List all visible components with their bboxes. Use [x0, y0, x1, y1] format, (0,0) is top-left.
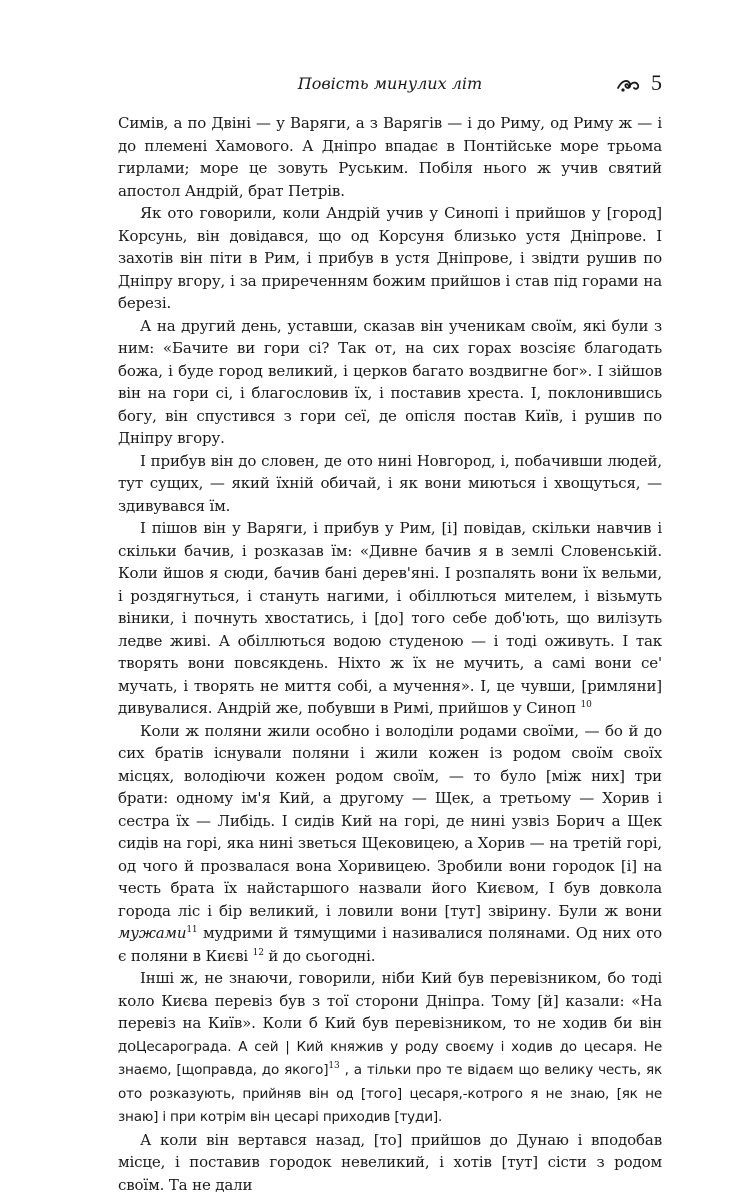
paragraph: Як ото говорили, коли Андрій учив у Синопі і прийшов у [город] Корсунь, він довідався, що од Корсуня близько устя Дніпрове. І захотів він піти в Рим, і прибув в устя Дніпрове, і звідти рушив по Дніпру вгору, і за приреченням божим прийшов і став під горами на березі.: [118, 202, 662, 315]
paragraph: А на другий день, уставши, сказав він ученикам своїм, які були з ним: «Бачите ви гори сі? Так от, на сих горах возсіяє благодать божа, і буде город великий, і церков багато воздвигне бог». І зійшов він на гори сі, і благословив їх, і поставив хреста. І, поклонившись богу, він спустився з гори сеї, де опісля постав Київ, і рушив по Дніпру вгору.: [118, 315, 662, 450]
page-number: 5: [651, 70, 662, 96]
paragraph-text-sans: , а тільки про те відаєм що велику честь, як ото розказують, прийняв він од [того] цесаря,-котрого я не знаю, [як не знаю] і при котрім він цесарі приходив [туди].: [118, 1062, 662, 1125]
paragraph-text: Інші ж, не знаючи, говорили, ніби Кий був перевізником, бо тоді коло Києва перевіз був з тої сторони Дніпра. Тому [й] казали: «На перевіз на Київ». Коли б Кий був перевізником, то не ходив би він до: [118, 969, 662, 1055]
paragraph: [118, 967, 662, 1129]
footnote-marker: 13: [328, 1061, 339, 1071]
paragraph: [118, 517, 662, 720]
main-text: [118, 112, 662, 1196]
paragraph-text: мудрими й тямущими і називалися полянами. Од них ото є поляни в Києві: [118, 924, 662, 965]
footnote-marker: 11: [186, 925, 197, 935]
footnote-marker: 12: [253, 948, 264, 958]
page-header: [118, 70, 662, 102]
paragraph-text: І пішов він у Варяги, і прибув у Рим, [і] повідав, скільки навчив і скільки бачив, і розказав їм: «Дивне бачив я в землі Словенській. Коли йшов я сюди, бачив бані дерев'яні. І розпалять вони їх вельми, і роздягнуться, і стануть нагими, і обіллються мителем, і візьмуть віники, і почнуть хвостатись, і [до] того себе доб'ють, що вилізуть ледве живі. А обіллються водою студеною — і тоді оживуть. І так творять вони повсякдень. Ніхто ж їх не мучить, а самі вони се' мучать, і творять не миття собі, а мучення». І, це чувши, [римляни] дивувалися. Андрій же, побувши в Римі, прийшов у Синоп: [118, 519, 662, 717]
italic-word: мужами: [118, 924, 186, 942]
paragraph: І прибув він до словен, де ото нині Новгород, і, побачивши людей, тут сущих, — який їхній обичай, і як вони миються і хвощуться, — здивувався їм.: [118, 450, 662, 518]
paragraph: Симів, а по Двіні — у Варяги, а з Варягів — і до Риму, од Риму ж — і до племені Хамового. А Дніпро впадає в Понтійське море трьома гирлами; море це зовуть Руським. Побіля нього ж учив святий апостол Андрій, брат Петрів.: [118, 112, 662, 202]
paragraph-text-sans: Цесарограда. А сей | Кий княжив у роду своєму і ходив до цесаря. Не знаємо, [щоправда, до якого]: [118, 1039, 662, 1079]
paragraph-text: Коли ж поляни жили особно і володіли родами своїми, — бо й до сих братів існували поляни і жили кожен із родом своїм своїх місцях, володіючи кожен родом своїм, — то було [між них] три брати: одному ім'я Кий, а другому — Щек, а третьому — Хорив і сестра їх — Либідь. І сидів Кий на горі, де нині узвіз Борич а Щек сидів на горі, яка нині зветься Щековицею, а Хорив — на третій горі, од чого й прозвалася вона Хоривицею. Зробили вони городок [і] на честь брата їх найстаршого назвали його Києвом, І був довкола города ліс і бір великий, і ловили вони [тут] звірину. Були ж вони: [118, 722, 662, 920]
running-title: Повість минулих літ: [118, 74, 662, 93]
footnote-marker: 10: [581, 700, 592, 710]
paragraph: А коли він вертався назад, [то] прийшов до Дунаю і вподобав місце, і поставив городок невеликий, і хотів [тут] сісти з родом своїм. Та не дали: [118, 1129, 662, 1196]
paragraph: [118, 720, 662, 968]
leaf-ornament-icon: [616, 76, 640, 94]
paragraph-text: й до сьогодні.: [264, 947, 376, 965]
